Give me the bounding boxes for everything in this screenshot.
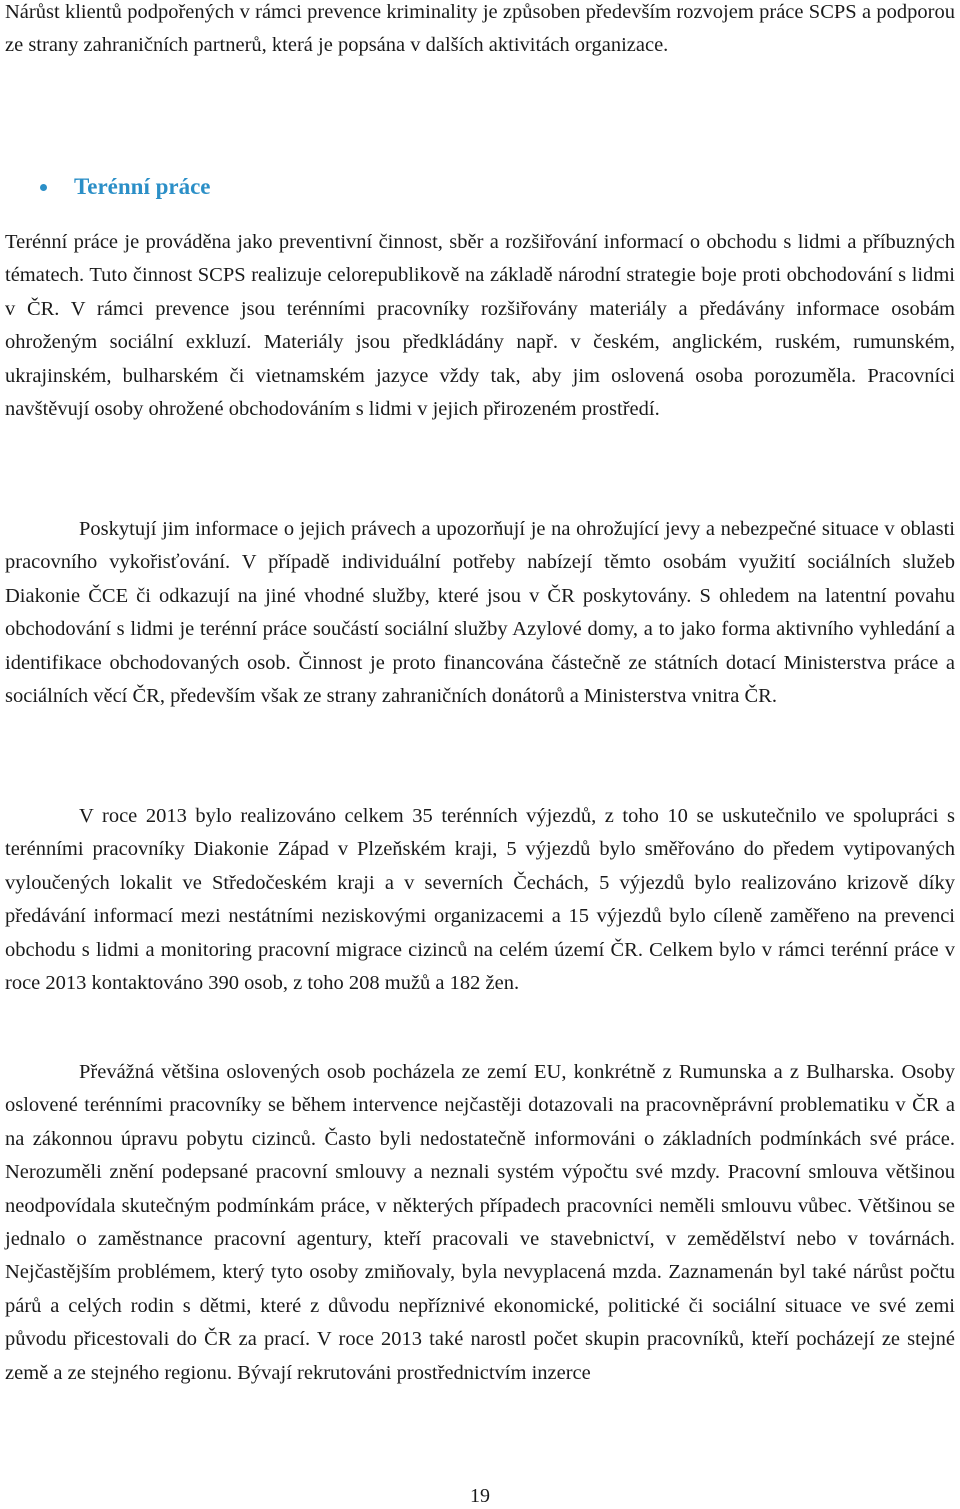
section-heading: Terénní práce (74, 174, 211, 199)
paragraph-1: Terénní práce je prováděna jako preventivní činnost, sběr a rozšiřování informací o obchodu s lidmi a příbuzných tématech. Tuto činnost SCPS realizuje celorepublikově na základě národní strategie boje proti obchodování s lidmi v ČR. V rámci prevence jsou terénními pracovníky rozšiřovány materiály a předávány informace osobám ohroženým sociální exkluzí. Materiály jsou předkládány např. v českém, anglickém, ruském, rumunském, ukrajinském, bulharském či vietnamském jazyce vždy tak, aby jim oslovená osoba porozuměla. Pracovníci navštěvují osoby ohrožené obchodováním s lidmi v jejich přirozeném prostředí. (5, 231, 955, 421)
page-number: 19 (470, 1485, 490, 1507)
intro-paragraph: Nárůst klientů podpořených v rámci prevence kriminality je způsoben především rozvojem práce SCPS a podporou ze strany zahraničních partnerů, která je popsána v dalších aktivitách organizace. (5, 1, 955, 57)
paragraph-3: V roce 2013 bylo realizováno celkem 35 terénních výjezdů, z toho 10 se uskutečnilo ve spolupráci s terénními pracovníky Diakonie Západ v Plzeňském kraji, 5 výjezdů bylo směřováno do předem vytipovaných vyloučených lokalit ve Středočeském kraji a v severních Čechách, 5 výjezdů bylo realizováno krizově díky předávání informací mezi nestátními neziskovými organizacemi a 15 výjezdů bylo cíleně zaměřeno na prevenci obchodu s lidmi a monitoring pracovní migrace cizinců na celém území ČR. Celkem bylo v rámci terénní práce v roce 2013 kontaktováno 390 osob, z toho 208 mužů a 182 žen. (5, 805, 955, 995)
paragraph-2: Poskytují jim informace o jejich právech a upozorňují je na ohrožující jevy a nebezpečné situace v oblasti pracovního vykořisťování. V případě individuální potřeby nabízejí těmto osobám využití sociálních služeb Diakonie ČCE či odkazují na jiné vhodné služby, které jsou v ČR poskytovány. S ohledem na latentní povahu obchodování s lidmi je terénní práce součástí sociální služby Azylové domy, a to jako forma aktivního vyhledání a identifikace obchodovaných osob. Činnost je proto financována částečně ze státních dotací Ministerstva práce a sociálních věcí ČR, především však ze strany zahraničních donátorů a Ministerstva vnitra ČR. (5, 518, 955, 708)
bullet-icon (40, 184, 47, 191)
section-heading-row (40, 170, 211, 204)
paragraph-4: Převážná většina oslovených osob pocházela ze zemí EU, konkrétně z Rumunska a z Bulharska. Osoby oslovené terénními pracovníky se během intervence nejčastěji dotazovali na pracovněprávní problematiku v ČR a na zákonnou úpravu pobytu cizinců. Často byli nedostatečně informováni o základních podmínkách své práce. Nerozuměli znění podepsané pracovní smlouvy a neznali systém výpočtu své mzdy. Pracovní smlouva většinou neodpovídala skutečným podmínkám práce, v některých případech pracovníci neměli smlouvu vůbec. Většinou se jednalo o zaměstnance pracovní agentury, kteří pracovali ve stavebnictví, v zemědělství nebo v továrnách. Nejčastějším problémem, který tyto osoby zmiňovaly, byla nevyplacená mzda. Zaznamenán byl také nárůst počtu párů a celých rodin s dětmi, které z důvodu nepříznivé ekonomické, politické či sociální situace ve své zemi původu přicestovali do ČR za prací. V roce 2013 také narostl počet skupin pracovníků, kteří pocházejí ze stejné země a ze stejného regionu. Bývají rekrutováni prostřednictvím inzerce (5, 1061, 955, 1384)
